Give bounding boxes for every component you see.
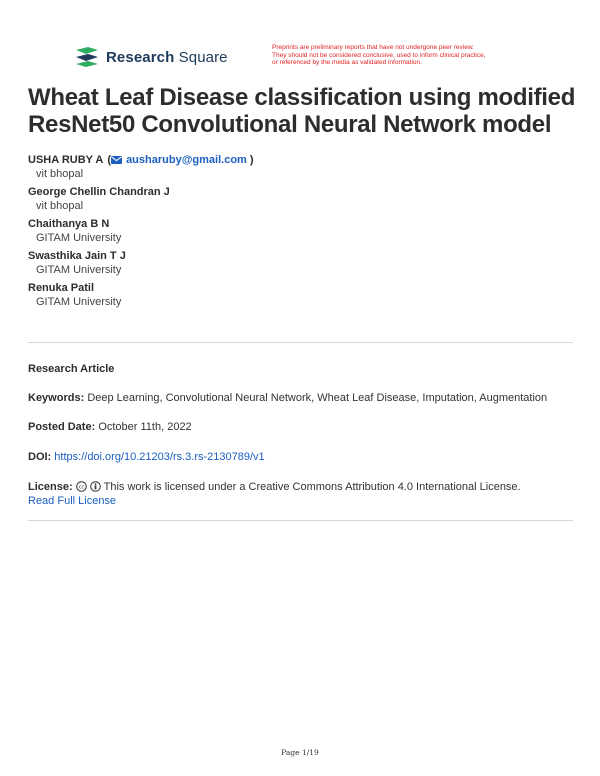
- author-entry: [28, 185, 578, 213]
- notice-line: or referenced by the media as validated information.: [272, 59, 422, 66]
- keywords-value: Deep Learning, Convolutional Neural Network, Wheat Leaf Disease, Imputation, Augmentation: [87, 392, 548, 404]
- author-affiliation: vit bhopal: [36, 168, 84, 180]
- author-entry: [28, 153, 578, 181]
- author-affiliation: GITAM University: [36, 232, 122, 244]
- doi-link[interactable]: https://doi.org/10.21203/rs.3.rs-2130789/v1: [54, 451, 265, 463]
- article-type: Research Article: [28, 363, 115, 375]
- logo-text-research: Research: [106, 48, 175, 66]
- header: [74, 44, 534, 76]
- notice-line: They should not be considered conclusive, used to inform clinical practice,: [272, 51, 486, 59]
- cc-icon: [76, 481, 87, 492]
- author-affiliation: GITAM University: [36, 296, 122, 308]
- author-list: [28, 153, 578, 313]
- author-email-link[interactable]: ausharuby@gmail.com: [126, 154, 247, 166]
- author-affiliation: vit bhopal: [36, 200, 84, 212]
- keywords: [28, 391, 578, 405]
- author-name-row: [28, 153, 578, 167]
- divider: [28, 342, 573, 343]
- research-square-logo[interactable]: [74, 46, 228, 68]
- mail-icon: [111, 156, 122, 164]
- page-number: Page 1/19: [281, 748, 319, 757]
- author-entry: [28, 217, 578, 245]
- read-full-license-link[interactable]: Read Full License: [28, 495, 117, 507]
- author-name: Renuka Patil: [28, 282, 95, 294]
- notice-line: Preprints are preliminary reports that have not undergone peer review.: [272, 44, 474, 51]
- author-name: Swasthika Jain T J: [28, 250, 126, 262]
- keywords-label: Keywords:: [28, 392, 85, 404]
- license: [28, 480, 578, 508]
- doi-label: DOI:: [28, 451, 52, 463]
- license-text: This work is licensed under a Creative Commons Attribution 4.0 International License.: [103, 481, 521, 493]
- author-name: George Chellin Chandran J: [28, 186, 170, 198]
- posted-date-label: Posted Date:: [28, 421, 96, 433]
- posted-date: [28, 420, 578, 434]
- svg-text:cc: cc: [78, 484, 84, 491]
- doi: [28, 450, 578, 464]
- author-entry: [28, 281, 578, 309]
- license-label: License:: [28, 481, 73, 493]
- paper-title: Wheat Leaf Disease classification using modified ResNet50 Convolutional Neural Network model: [28, 84, 576, 138]
- posted-date-value: October 11th, 2022: [98, 421, 192, 433]
- author-entry: [28, 249, 578, 277]
- logo-text-square: Square: [178, 48, 228, 66]
- research-square-logo-icon: [74, 46, 100, 68]
- author-affiliation: GITAM University: [36, 264, 122, 276]
- by-attribution-icon: [90, 481, 101, 492]
- logo-text: [106, 49, 228, 66]
- author-name: USHA RUBY A: [28, 154, 104, 166]
- divider: [28, 520, 573, 521]
- author-email-group: ( ausharuby@gmail.com ): [107, 154, 254, 166]
- author-name: Chaithanya B N: [28, 218, 110, 230]
- preprint-notice: [272, 44, 542, 67]
